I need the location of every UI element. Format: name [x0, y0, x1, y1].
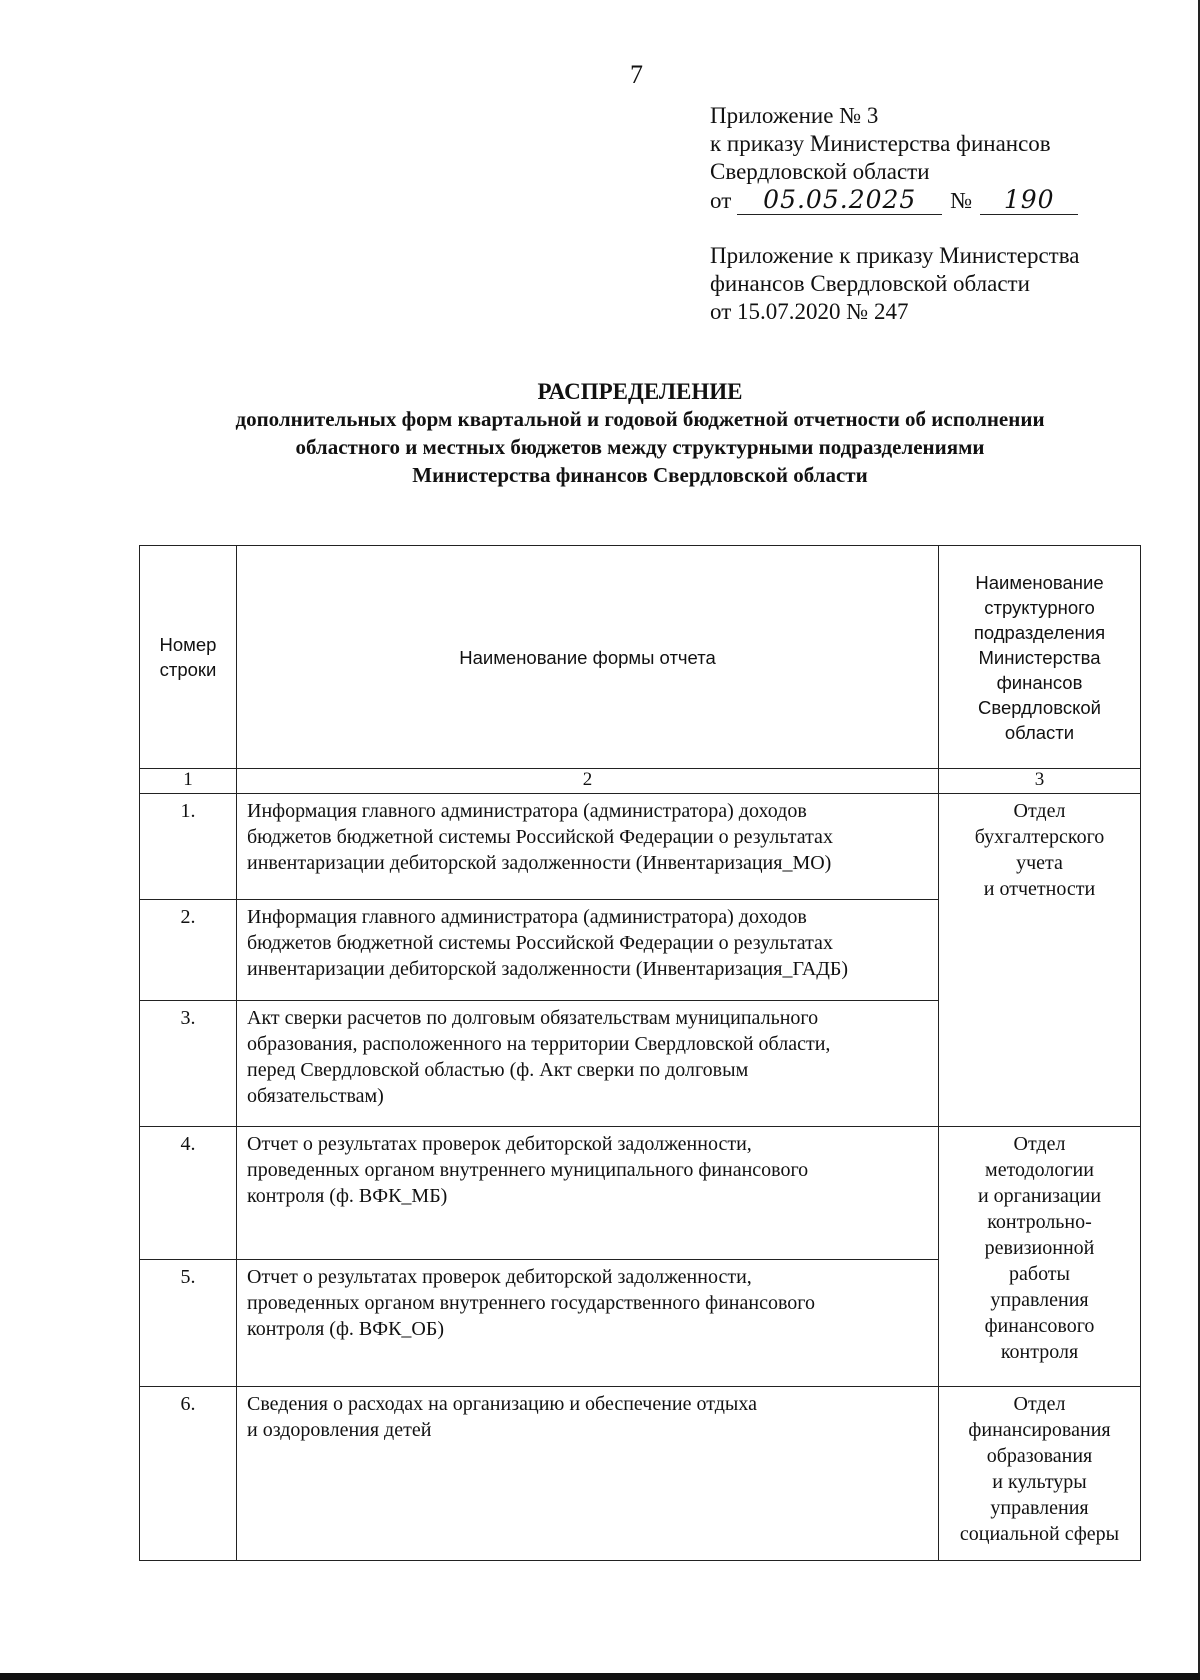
form-name: [237, 1127, 939, 1260]
column-number: 1: [140, 769, 237, 794]
handwritten-date: 05.05.2025: [737, 186, 942, 215]
department-line: управления: [990, 1289, 1089, 1311]
form-name-line: инвентаризации дебиторской задолженности (Инвентаризация_ГАДБ): [247, 958, 849, 980]
form-name-line: Акт сверки расчетов по долговым обязательствам муниципального: [247, 1007, 819, 1029]
department-social: [939, 1387, 1141, 1561]
scan-edge-bottom: [0, 1673, 1200, 1680]
form-name-line: образования, расположенного на территории Свердловской области,: [247, 1033, 831, 1055]
form-name: [237, 1387, 939, 1561]
department-line: Отдел: [1013, 800, 1066, 822]
date-prefix: от: [710, 188, 732, 213]
header-text: Наименование: [975, 571, 1104, 593]
header-department: [939, 546, 1141, 769]
document-title: [150, 378, 1130, 489]
handwritten-number: 190: [980, 186, 1078, 215]
header-text: области: [1004, 721, 1075, 743]
department-line: образования: [986, 1445, 1093, 1467]
table-row: [140, 1127, 1141, 1260]
form-name-line: контроля (ф. ВФК_МБ): [247, 1185, 448, 1207]
row-number: 1.: [140, 794, 237, 900]
table-header-row: [140, 546, 1141, 769]
form-name-line: Информация главного администратора (администратора) доходов: [247, 800, 807, 822]
row-number: 5.: [140, 1260, 237, 1387]
form-name-line: Отчет о результатах проверок дебиторской задолженности,: [247, 1266, 752, 1288]
form-name-line: проведенных органом внутреннего государственного финансового: [247, 1292, 815, 1314]
form-name-line: Сведения о расходах на организацию и обеспечение отдыха: [247, 1393, 757, 1415]
distribution-table: [139, 545, 1141, 1561]
page-number: 7: [630, 60, 643, 89]
department-line: Отдел: [1013, 1393, 1066, 1415]
department-line: учета: [1016, 852, 1063, 874]
column-number: 3: [939, 769, 1141, 794]
header-text: Номер: [159, 634, 217, 655]
department-line: финансирования: [968, 1419, 1111, 1441]
department-line: бухгалтерского: [974, 826, 1105, 848]
department-line: и культуры: [992, 1471, 1087, 1493]
department-line: социальной сферы: [959, 1523, 1120, 1545]
form-name-line: Отчет о результатах проверок дебиторской задолженности,: [247, 1133, 752, 1155]
header-text: строки: [159, 659, 217, 680]
appendix-old-header: [710, 242, 1080, 326]
form-name-line: и оздоровления детей: [247, 1419, 432, 1441]
department-line: и отчетности: [983, 878, 1096, 900]
header-text: Наименование формы отчета: [459, 646, 716, 668]
form-name-line: бюджетов бюджетной системы Российской Федерации о результатах: [247, 826, 833, 848]
header-text: Свердловской: [977, 696, 1101, 718]
title-main: РАСПРЕДЕЛЕНИЕ: [537, 379, 743, 404]
header-row-number: [140, 546, 237, 769]
appendix-old-line: Приложение к приказу Министерства: [710, 243, 1080, 268]
column-number: 2: [237, 769, 939, 794]
appendix-3-line: Свердловской области: [710, 159, 930, 184]
department-accounting: [939, 794, 1141, 1127]
header-text: финансов: [996, 671, 1083, 693]
form-name-line: инвентаризации дебиторской задолженности (Инвентаризация_МО): [247, 852, 832, 874]
form-name: [237, 794, 939, 900]
header-form-name: [237, 546, 939, 769]
row-number: 3.: [140, 1001, 237, 1127]
row-number: 2.: [140, 900, 237, 1001]
department-line: ревизионной: [984, 1237, 1095, 1259]
appendix-3-header: [710, 102, 1078, 215]
department-line: Отдел: [1013, 1133, 1066, 1155]
form-name: [237, 1001, 939, 1127]
row-number: 4.: [140, 1127, 237, 1260]
department-line: и организации: [977, 1185, 1102, 1207]
form-name-line: проведенных органом внутреннего муниципального финансового: [247, 1159, 809, 1181]
header-text: подразделения: [973, 621, 1106, 643]
title-line: дополнительных форм квартальной и годовой бюджетной отчетности об исполнении: [235, 407, 1045, 431]
department-line: контроля: [1000, 1341, 1079, 1363]
form-name-line: контроля (ф. ВФК_ОБ): [247, 1318, 444, 1340]
form-name-line: бюджетов бюджетной системы Российской Федерации о результатах: [247, 932, 833, 954]
appendix-3-line: Приложение № 3: [710, 103, 879, 128]
number-prefix: №: [950, 188, 973, 213]
table-row: [140, 794, 1141, 900]
table-row: [140, 1387, 1141, 1561]
form-name-line: Информация главного администратора (администратора) доходов: [247, 906, 807, 928]
department-line: методологии: [985, 1159, 1094, 1181]
column-number-row: [140, 769, 1141, 794]
department-line: финансового: [984, 1315, 1095, 1337]
department-line: управления: [990, 1497, 1089, 1519]
title-line: областного и местных бюджетов между структурными подразделениями: [295, 435, 985, 459]
form-name: [237, 900, 939, 1001]
appendix-3-line: к приказу Министерства финансов: [710, 131, 1051, 156]
appendix-3-date-line: [710, 186, 1078, 215]
appendix-old-line: финансов Свердловской области: [710, 271, 1030, 296]
row-number: 6.: [140, 1387, 237, 1561]
appendix-old-line: от 15.07.2020 № 247: [710, 299, 909, 324]
department-line: контрольно-: [987, 1211, 1092, 1233]
department-control: [939, 1127, 1141, 1387]
title-line: Министерства финансов Свердловской области: [412, 463, 868, 487]
form-name-line: перед Свердловской областью (ф. Акт сверки по долговым: [247, 1059, 749, 1081]
form-name-line: обязательствам): [247, 1085, 384, 1107]
header-text: структурного: [984, 596, 1095, 618]
form-name: [237, 1260, 939, 1387]
header-text: Министерства: [978, 646, 1101, 668]
department-line: работы: [1009, 1263, 1070, 1285]
